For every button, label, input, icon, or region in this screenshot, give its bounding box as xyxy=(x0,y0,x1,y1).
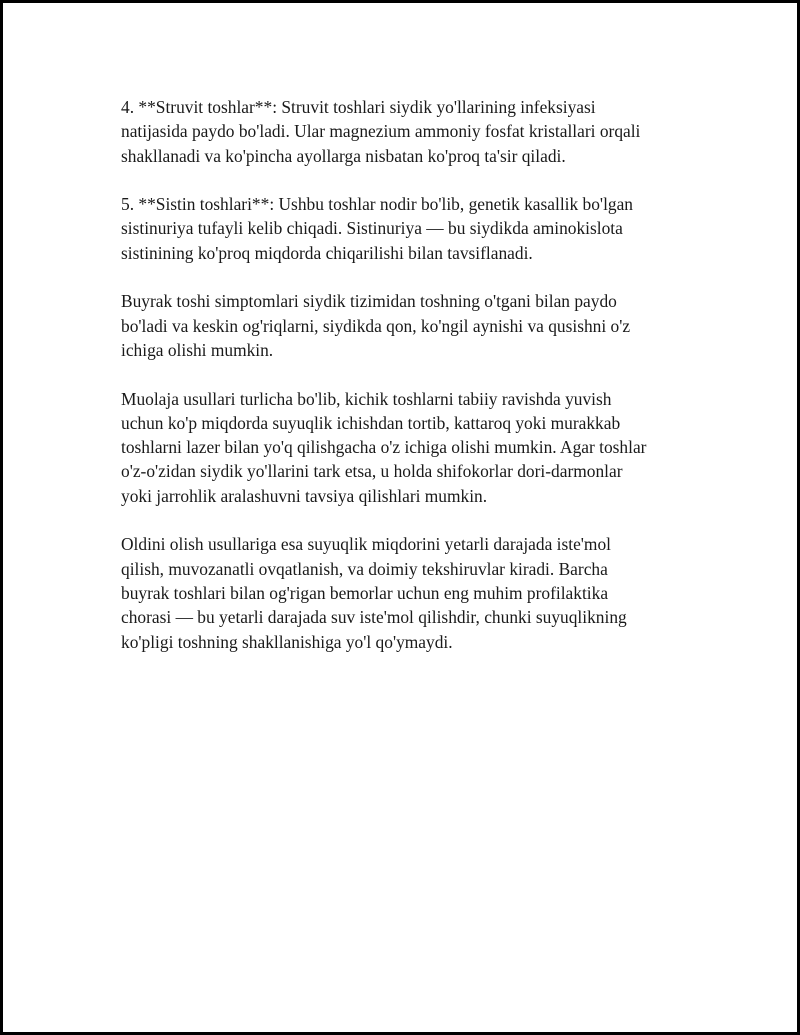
text-line: Oldini olish usullariga esa suyuqlik miqdorini yetarli darajada iste'mol xyxy=(121,534,611,555)
text-line: 4. **Struvit toshlar**: Struvit toshlari siydik yo'llarining infeksiyasi xyxy=(121,97,596,117)
text-line: qilish, muvozanatli ovqatlanish, va doimiy tekshiruvlar kiradi. Barcha xyxy=(121,558,608,579)
text-line: 5. **Sistin toshlari**: Ushbu toshlar nodir bo'lib, genetik kasallik bo'lgan xyxy=(121,194,634,215)
paragraph-prevention xyxy=(121,532,691,653)
document-body xyxy=(121,95,691,678)
text-line: ko'pligi toshning shakllanishiga yo'l qo'ymaydi. xyxy=(121,631,453,652)
text-line: buyrak toshlari bilan og'rigan bemorlar uchun eng muhim profilaktika xyxy=(121,582,609,603)
text-line: shakllanadi va ko'pincha ayollarga nisbatan ko'proq ta'sir qiladi. xyxy=(121,145,566,166)
text-line: yoki jarrohlik aralashuvni tavsiya qilishlari mumkin. xyxy=(121,485,488,506)
text-line: Buyrak toshi simptomlari siydik tizimidan toshning o'tgani bilan paydo xyxy=(121,291,617,312)
text-line: ichiga olishi mumkin. xyxy=(121,339,274,360)
text-line: o'z-o'zidan siydik yo'llarini tark etsa, u holda shifokorlar dori-darmonlar xyxy=(121,461,623,482)
text-line: Muolaja usullari turlicha bo'lib, kichik toshlarni tabiiy ravishda yuvish xyxy=(121,388,612,409)
paragraph-treatment xyxy=(121,387,691,508)
text-line: bo'ladi va keskin og'riqlarni, siydikda qon, ko'ngil aynishi va qusishni o'z xyxy=(121,315,631,336)
text-line: natijasida paydo bo'ladi. Ular magnezium ammoniy fosfat kristallari orqali xyxy=(121,121,641,142)
text-line: chorasi — bu yetarli darajada suv iste'mol qilishdir, chunki suyuqlikning xyxy=(121,607,627,628)
text-line: uchun ko'p miqdorda suyuqlik ichishdan tortib, kattaroq yoki murakkab xyxy=(121,412,621,433)
paragraph-cystine-stones xyxy=(121,192,691,265)
paragraph-symptoms xyxy=(121,289,691,362)
paragraph-struvite-stones xyxy=(121,95,691,168)
text-line: toshlarni lazer bilan yo'q qilishgacha o'z ichiga olishi mumkin. Agar toshlar xyxy=(121,437,647,458)
text-line: sistinuriya tufayli kelib chiqadi. Sistinuriya — bu siydikda aminokislota xyxy=(121,218,623,239)
text-line: sistinining ko'proq miqdorda chiqarilishi bilan tavsiflanadi. xyxy=(121,242,533,263)
